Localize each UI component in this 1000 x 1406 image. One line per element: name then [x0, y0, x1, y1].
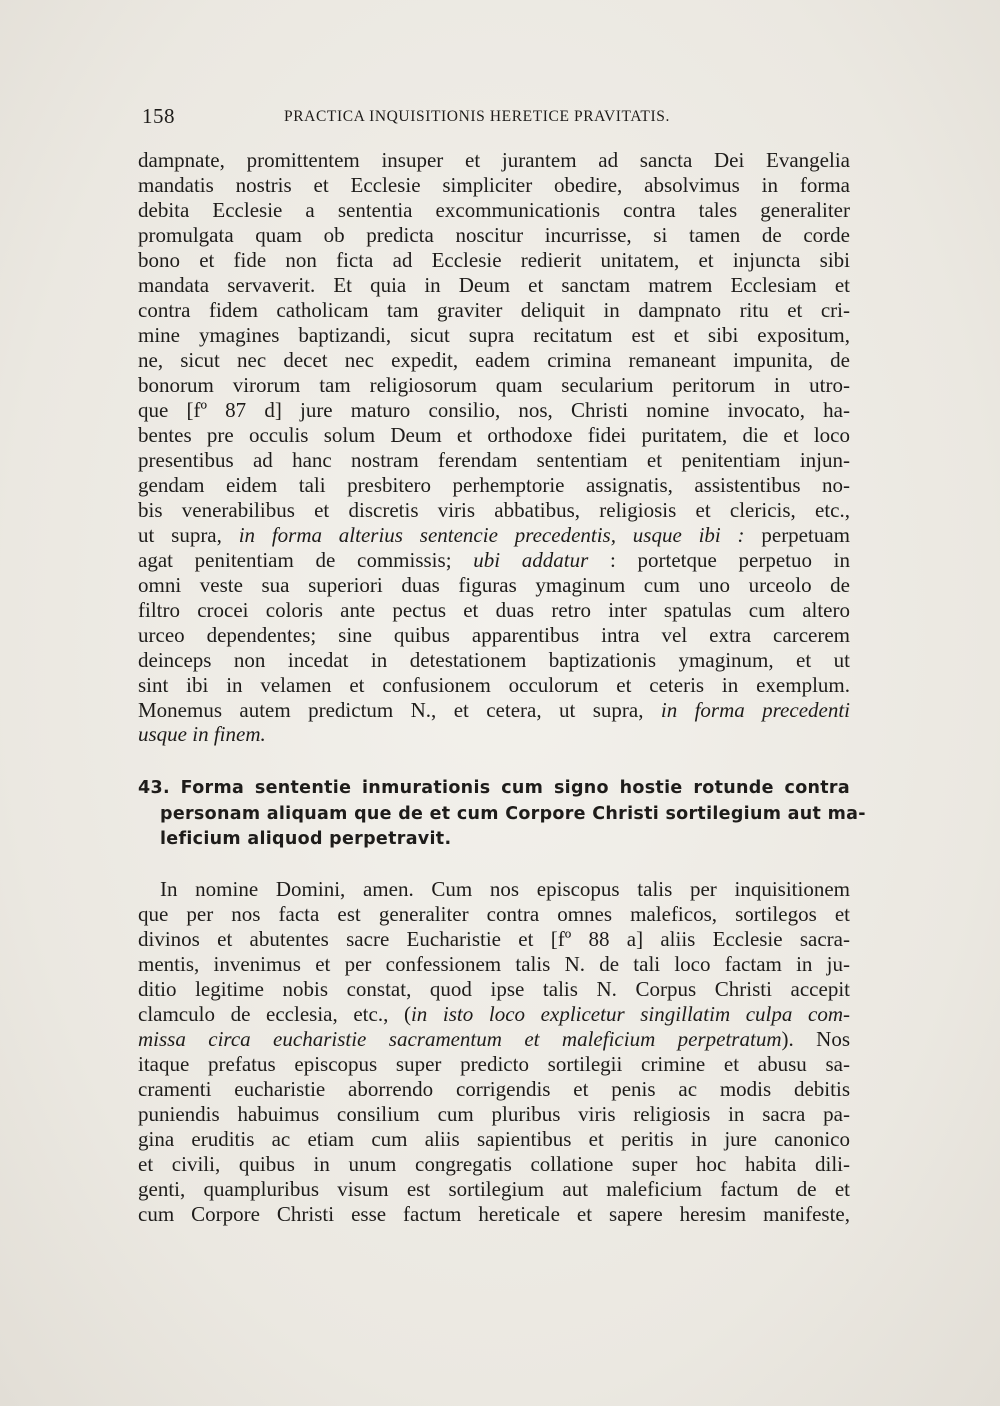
italic-run: ubi addatur: [473, 548, 589, 572]
text-line: et civili, quibus in unum congregatis collatione super hoc habita dili-: [138, 1152, 850, 1176]
text-line: mentis, invenimus et per confessionem talis N. de tali loco factam in ju-: [138, 952, 850, 976]
text-line: [138, 698, 850, 722]
text-line: deinceps non incedat in detestationem baptizationis ymaginum, et ut: [138, 648, 850, 672]
text-line: itaque prefatus episcopus super predicto sortilegii crimine et abusu sa-: [138, 1052, 850, 1076]
running-title: PRACTICA INQUISITIONIS HERETICE PRAVITATIS.: [284, 108, 670, 125]
italic-run: in forma alterius sentencie precedentis, usque ibi :: [238, 523, 745, 547]
text-line: gendam eidem tali presbitero perhemptorie assignatis, assistentibus no-: [138, 473, 850, 497]
text-run: perpetuam: [744, 523, 850, 547]
text-line: puniendis habuimus consilium cum pluribus viris religiosis in sacra pa-: [138, 1102, 850, 1126]
text-run: clamculo de ecclesia, etc., (: [138, 1002, 411, 1026]
text-line: gina eruditis ac etiam cum aliis sapientibus et peritis in jure canonico: [138, 1127, 850, 1151]
text-line: mandatis nostris et Ecclesie simpliciter obedire, absolvimus in forma: [138, 173, 850, 197]
text-line: bonorum virorum tam religiosorum quam secularium peritorum in utro-: [138, 373, 850, 397]
text-line: ditio legitime nobis constat, quod ipse talis N. Corpus Christi accepit: [138, 977, 850, 1001]
italic-run: missa circa eucharistie sacramentum et maleficium perpetratum: [138, 1027, 782, 1051]
heading-line: [138, 776, 850, 800]
text-line: [138, 523, 850, 547]
section-number: 43.: [138, 778, 170, 798]
text-line: que per nos facta est generaliter contra omnes maleficos, sortilegos et: [138, 902, 850, 926]
text-line: promulgata quam ob predicta noscitur incurrisse, si tamen de corde: [138, 223, 850, 247]
text-line: [138, 548, 850, 572]
text-line: genti, quampluribus visum est sortilegium aut maleficium factum de et: [138, 1177, 850, 1201]
text-line: In nomine Domini, amen. Cum nos episcopus talis per inquisitionem: [160, 877, 850, 901]
text-line: que [fº 87 d] jure maturo consilio, nos, Christi nomine invocato, ha-: [138, 398, 850, 422]
text-line: bis venerabilibus et discretis viris abbatibus, religiosis et clericis, etc.,: [138, 498, 850, 522]
page-number: 158: [142, 104, 175, 128]
text-line: ne, sicut nec decet nec expedit, eadem crimina remaneant impunita, de: [138, 348, 850, 372]
text-line: presentibus ad hanc nostram ferendam sententiam et penitentiam injun-: [138, 448, 850, 472]
text-line: mine ymagines baptizandi, sicut supra recitatum est et sibi expositum,: [138, 323, 850, 347]
text-line: cum Corpore Christi esse factum hereticale et sapere heresim manifeste,: [138, 1202, 850, 1226]
text-run: : portetque perpetuo in: [588, 548, 851, 572]
heading-line: leficium aliquod perpetravit.: [160, 829, 452, 849]
text-run: agat penitentiam de commissis;: [138, 548, 474, 572]
text-line: dampnate, promittentem insuper et jurantem ad sancta Dei Evangelia: [138, 148, 850, 172]
italic-run: in isto loco explicetur singillatim culpa com-: [410, 1002, 850, 1026]
text-run: Monemus autem predictum N., et cetera, ut supra,: [138, 698, 661, 722]
italic-run: usque in finem.: [138, 722, 266, 746]
text-line: [138, 722, 850, 746]
text-line: [138, 1027, 850, 1051]
page-header: [142, 104, 842, 128]
text-line: contra fidem catholicam tam graviter deliquit in dampnato ritu et cri-: [138, 298, 850, 322]
text-run: ut supra,: [138, 523, 239, 547]
text-line: debita Ecclesie a sententia excommunicationis contra tales generaliter: [138, 198, 850, 222]
italic-run: in forma precedenti: [660, 698, 850, 722]
text-line: bono et fide non ficta ad Ecclesie redierit unitatem, et injuncta sibi: [138, 248, 850, 272]
text-line: divinos et abutentes sacre Eucharistie et [fº 88 a] aliis Ecclesie sacra-: [138, 927, 850, 951]
text-run: ). Nos: [781, 1027, 850, 1051]
text-line: bentes pre occulis solum Deum et orthodoxe fidei puritatem, die et loco: [138, 423, 850, 447]
text-line: mandata servaverit. Et quia in Deum et sanctam matrem Ecclesiam et: [138, 273, 850, 297]
heading-line: personam aliquam que de et cum Corpore Christi sortilegium aut ma-: [160, 804, 866, 824]
heading-text: Forma sententie inmurationis cum signo hostie rotunde contra: [180, 778, 850, 798]
text-line: filtro crocei coloris ante pectus et duas retro inter spatulas cum altero: [138, 598, 850, 622]
text-line: urceo dependentes; sine quibus apparentibus intra vel extra carcerem: [138, 623, 850, 647]
text-line: omni veste sua superiori duas figuras ymaginum cum uno urceolo de: [138, 573, 850, 597]
text-line: sint ibi in velamen et confusionem occulorum et ceteris in exemplum.: [138, 673, 850, 697]
text-line: cramenti eucharistie aborrendo corrigendis et penis ac modis debitis: [138, 1077, 850, 1101]
text-line: [138, 1002, 850, 1026]
